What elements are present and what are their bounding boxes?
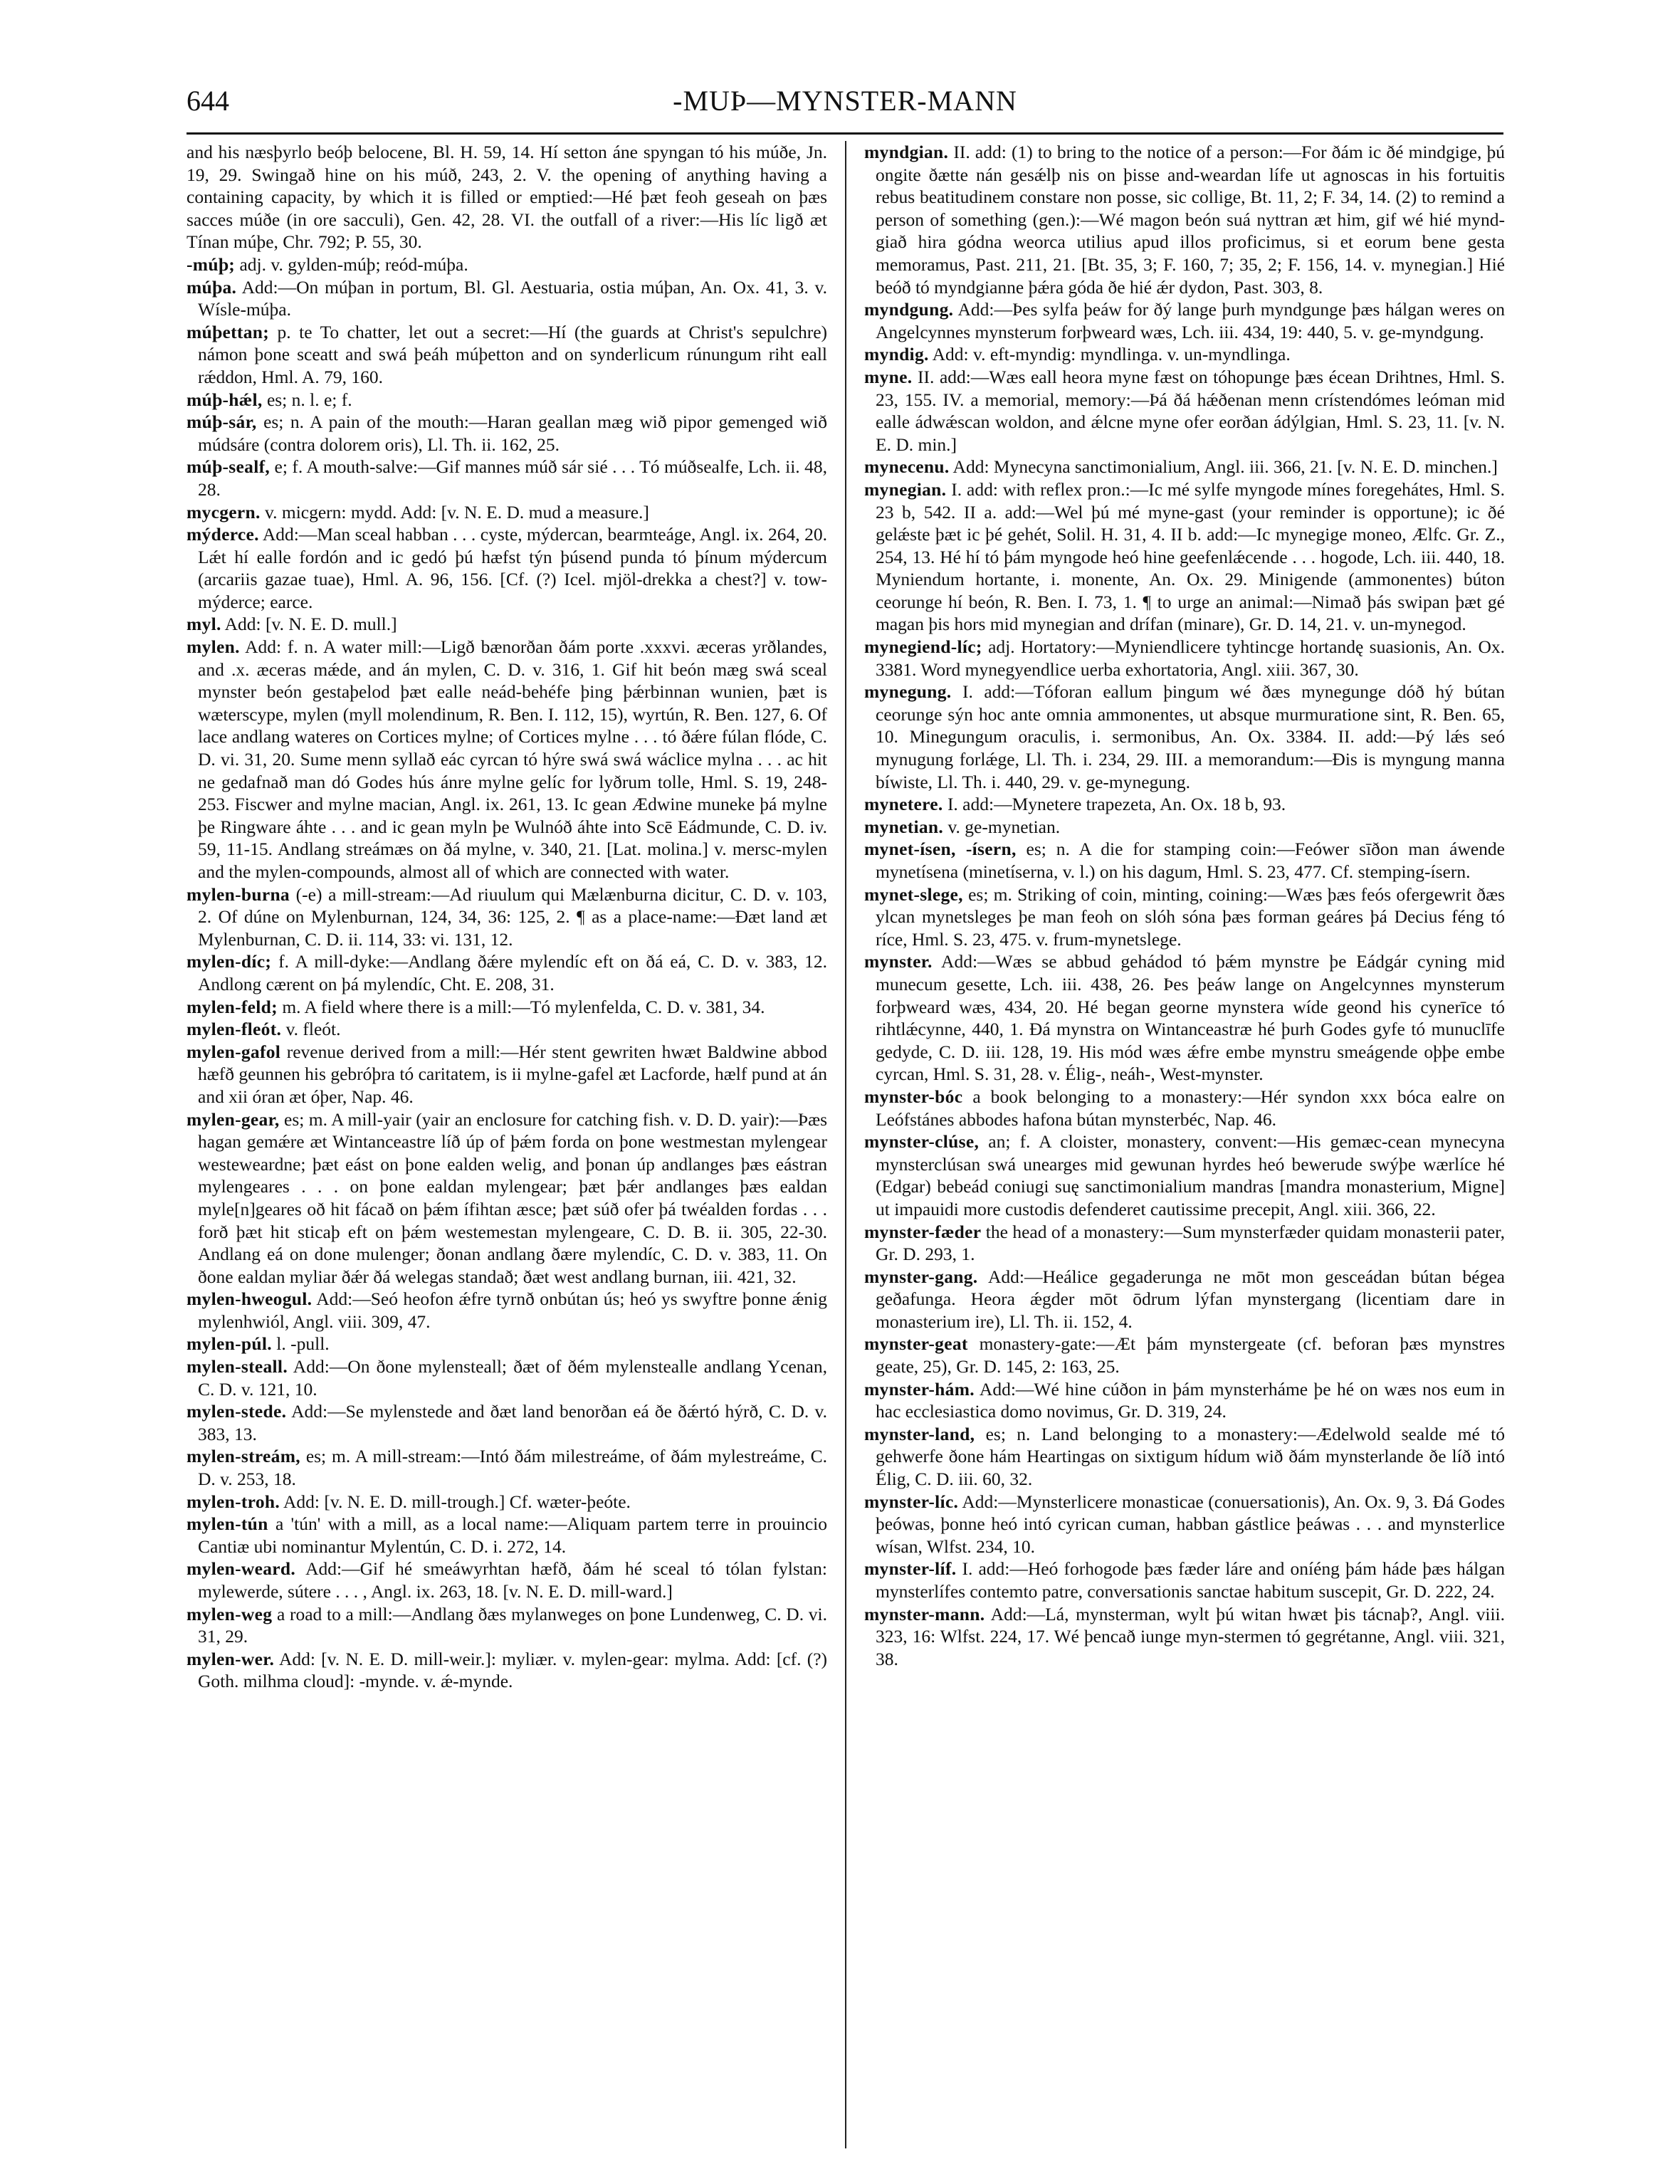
page-header bbox=[187, 84, 1503, 127]
entry-text: Add:—Lá, mynsterman, wylt þú witan hwæt þis tácnaþ?, Angl. viii. 323, 16: Wlfst. 224, 17. Wé þencað iunge myn-stermen tó gegrétanne, Angl. viii. 321, 38. bbox=[876, 1603, 1505, 1669]
entry-headword: mynster-geat bbox=[864, 1333, 968, 1355]
entry-text: Add:—Seó heofon ǽfre tyrnð onbútan ús; heó ys swyftre þonne ǽnig mylenhwiól, Angl. viii. 309, 47. bbox=[198, 1288, 827, 1332]
dictionary-entry bbox=[864, 1130, 1505, 1220]
entry-text: es; n. A die for stamping coin:—Feówer sīðon man áwende mynetísena (minetíserna, v. l.) on his dagum, Hml. S. 23, 477. Cf. stemping-ísern. bbox=[876, 839, 1505, 882]
dictionary-entry bbox=[187, 523, 827, 613]
dictionary-entry bbox=[864, 636, 1505, 681]
dictionary-entry bbox=[187, 276, 827, 321]
dictionary-entry bbox=[187, 1513, 827, 1558]
left-column bbox=[187, 141, 827, 2163]
dictionary-entry bbox=[864, 838, 1505, 883]
entry-headword: mynegung. bbox=[864, 681, 952, 703]
entry-text: a road to a mill:—Andlang ðæs mylanweges on þone Lundenweg, C. D. vi. 31, 29. bbox=[198, 1603, 827, 1647]
dictionary-entry bbox=[187, 1648, 827, 1693]
entry-headword: mynster-clúse, bbox=[864, 1131, 980, 1153]
dictionary-entry bbox=[187, 1400, 827, 1445]
entry-text: and his næsþyrlo beóþ belocene, Bl. H. 59, 14. Hí setton áne spyngan tó his múðe, Jn. 19, 29. Swingað hine on his múð, 243, 2. V. the opening of anything having a containing capacity, by which it is filled or emptied:—Hé þæt feoh geseah on þæs sacces múðe (in ore sacculi), Gen. 42, 28. VI. the outfall of a river:—His líc ligð æt Tínan múþe, Chr. 792; P. 55, 30. bbox=[187, 142, 827, 253]
dictionary-entry bbox=[187, 1603, 827, 1648]
entry-text: v. ge-mynetian. bbox=[947, 816, 1061, 837]
entry-text: Add:—On múþan in portum, Bl. Gl. Aestuaria, ostia múþan, An. Ox. 41, 3. v. Wísle-múþa. bbox=[198, 276, 827, 320]
entry-text: II. add: (1) to bring to the notice of a person:—For ðám ic ðé mindgige, þú ongite ðætte nán gesǽlþ nis on þisse and-weardan lífe ut agnoscas in his fortuitis rebus beatitudinem constare non posse, sic collige, Bt. 11, 2; F. 34, 14. (2) to remind a person of something (gen.):—Wé magon beón suá nyttran æt him, gif wé hié mynd-giað hira gódna weorca utilius apud illos proficimus, si et eorum bene gesta memoramus, Past. 211, 21. [Bt. 35, 3; F. 160, 7; 35, 2; F. 156, 14. v. mynegian.] Hié beóð tó myndgianne þǽra góda ðe hié ǽr dydon, Past. 303, 8. bbox=[876, 142, 1505, 298]
entry-headword: mynster-hám. bbox=[864, 1378, 975, 1400]
dictionary-entry bbox=[187, 141, 827, 253]
entry-headword: mylen-stede. bbox=[187, 1401, 287, 1422]
entry-text: es; n. Land belonging to a monastery:—Ædelwold sealde mé tó gehwerfe ðone hám Heartingas on sixtigum hídum wið ðám mynsterlande ðe líð intó Élig, C. D. iii. 60, 32. bbox=[876, 1423, 1505, 1490]
dictionary-entry bbox=[187, 389, 827, 411]
dictionary-entry bbox=[864, 343, 1505, 366]
entry-headword: myndgung. bbox=[864, 299, 954, 320]
dictionary-entry bbox=[864, 681, 1505, 793]
entry-headword: múþ-sealf, bbox=[187, 456, 271, 478]
entry-headword: mynecenu. bbox=[864, 456, 950, 478]
dictionary-entry bbox=[864, 1378, 1505, 1423]
dictionary-entry bbox=[864, 298, 1505, 343]
dictionary-entry bbox=[864, 793, 1505, 816]
entry-text: I. add:—Heó forhogode þæs fæder láre and oníéng þám háde þæs hálgan mynsterlífes contemto patre, conversationis sanctae habitum suscepit, Gr. D. 222, 24. bbox=[876, 1558, 1505, 1602]
dictionary-entry bbox=[864, 1266, 1505, 1333]
dictionary-entry bbox=[187, 1288, 827, 1333]
entry-text: es; n. A pain of the mouth:—Haran geallan mæg wið pipor gemenged wið múdsáre (contra dolorem oris), Ll. Th. ii. 162, 25. bbox=[198, 411, 827, 455]
entry-text: e; f. A mouth-salve:—Gif mannes múð sár sié . . . Tó múðsealfe, Lch. ii. 48, 28. bbox=[198, 456, 827, 500]
entry-text: Add: f. n. A water mill:—Ligð bænorðan ðám porte .xxxvi. æceras yrðlandes, and .x. æceras mǽde, and án mylen, C. D. v. 316, 1. Gif hit beón mæg swá sceal mynster beón gestaþelod þæt ealle neád-behéfe þing þǽrbinnan wunien, þæt is wæterscype, mylen (myll molendinum, R. Ben. I. 112, 15), wyrtún, R. Ben. 127, 6. Of lace andlang wateres on Cortices mylne; of Cortices mylne . . . tó ðǽre fúlan flóde, C. D. vi. 31, 20. Sume menn syllað eác cyrcan tó hýre swá swá wáclice mylna . . . ac hit ne gedafnað man dó Godes hús ánre mylne gelíc for lyðrum tolle, Hml. S. 19, 248-253. Fiscwer and mylne macian, Angl. ix. 261, 13. Ic gean Ædwine muneke þá mylne þe Ringware áhte . . . and ic gean myln þe Wulnóð áhte into Scē Eádmunde, C. D. iv. 59, 11-15. Andlang streámæs on ðá mylne, v. 340, 21. [Lat. molina.] v. mersc-mylen and the mylen-compounds, almost all of which are connected with water. bbox=[198, 636, 827, 882]
right-column bbox=[864, 141, 1505, 2163]
entry-headword: mynster-fæder bbox=[864, 1221, 982, 1242]
dictionary-entry bbox=[864, 1221, 1505, 1266]
entry-headword: mylen-streám, bbox=[187, 1446, 300, 1467]
entry-headword: mylen-díc; bbox=[187, 951, 272, 972]
entry-headword: -múþ; bbox=[187, 253, 236, 275]
entry-headword: mylen-hweogul. bbox=[187, 1288, 313, 1310]
entry-text: I. add: with reflex pron.:—Ic mé sylfe myngode mínes foregehátes, Hml. S. 23 b, 542. II a. add:—Wel þú mé myne-gast (your reminder is opportune); ic ðé gelǽste þæt ic þé gehét, Solil. H. 31, 4. II b. add:—Ic mynegige moneo, Ælfc. Gr. Z., 254, 13. Hé hí tó þám myngode heó hine geefenlǽcende . . . hogode, Lch. iii. 440, 18. Myniendum hortante, i. monente, An. Ox. 29. Minigende (ammonentes) búton ceorunge hí beón, R. Ben. I. 73, 1. ¶ to urge an animal:—Nimað þás swipan þæt gé magan þis hors mid mynegian and drífan (minare), Gr. D. 14, 21. v. un-mynegod. bbox=[876, 478, 1505, 635]
entry-text: Add:—Man sceal habban . . . cyste, mýdercan, bearmteáge, Angl. ix. 264, 20. Lǽt hí ealle fordón and ic gedó þú hæfst týn þúsend punda tó þínum mýdercum (arcariis gazae tuae), Hml. A. 96, 156. [Cf. (?) Icel. mjöl-drekka a chest?] v. tow-mýderce; earce. bbox=[198, 524, 827, 612]
entry-headword: mynegian. bbox=[864, 478, 947, 500]
dictionary-entry bbox=[187, 950, 827, 995]
dictionary-entry bbox=[187, 1041, 827, 1108]
dictionary-entry bbox=[187, 456, 827, 500]
entry-headword: mylen-púl. bbox=[187, 1333, 272, 1355]
dictionary-entry bbox=[187, 1018, 827, 1041]
dictionary-entry bbox=[864, 1423, 1505, 1491]
entry-headword: múþ-sár, bbox=[187, 411, 257, 433]
entry-text: an; f. A cloister, monastery, convent:—His gemæc-cean mynecyna mynsterclúsan swá unearges mid gewunan hyrdes heó bewerude swýþe wærlíce hé (Edgar) bebeád coniugi suę sanctimonialium mandras [mandra monasterium, Migne] ut impauidi more custodis defenderet cautissime precepit, Angl. xiii. 366, 22. bbox=[876, 1131, 1505, 1219]
dictionary-entry bbox=[187, 1355, 827, 1400]
entry-headword: múþettan; bbox=[187, 321, 270, 342]
dictionary-entry bbox=[187, 1333, 827, 1355]
entry-headword: mylen-fleót. bbox=[187, 1019, 282, 1040]
entry-headword: mylen-weg bbox=[187, 1603, 273, 1624]
entry-text: revenue derived from a mill:—Hér stent gewriten hwæt Baldwine abbod hæfð geunnen his gebróþra tó caritatem, is ii mylne-gafel æt Lacforde, hælf pund at án and xii óran æt óþer, Nap. 46. bbox=[198, 1041, 827, 1107]
entry-headword: mynetere. bbox=[864, 794, 943, 815]
entry-text: adj. v. gylden-múþ; reód-múþa. bbox=[239, 253, 468, 275]
entry-text: Add:—Gif hé smeáwyrhtan hæfð, ðám hé sceal tó tólan fylstan: mylewerde, sútere . . . , Angl. ix. 263, 18. [v. N. E. D. mill-ward.] bbox=[198, 1558, 827, 1602]
dictionary-entry bbox=[864, 883, 1505, 951]
entry-text: p. te To chatter, let out a secret:—Hí (the guards at Christ's sepulchre) námon þone sceatt and swá þeáh múþetton and on synderlicum rúnungum riht eall rǽddon, Hml. A. 79, 160. bbox=[198, 321, 827, 387]
entry-text: II. add:—Wæs eall heora myne fæst on tóhopunge þæs écean Drihtnes, Hml. S. 23, 155. IV. a memorial, memory:—Þá ðá hǽðenan menn crístendómes leóman mid ealle ádwǽscan woldon, and ǽlcne myne ofer eorðan ádýlgian, Hml. S. 23, 11. [v. N. E. D. min.] bbox=[876, 366, 1505, 455]
column-divider bbox=[845, 141, 846, 2148]
entry-text: adj. Hortatory:—Myniendlicere tyhtincge hortandę suasionis, An. Ox. 3381. Word mynegyendlice uerba exhortatoria, Angl. xiii. 367, 30. bbox=[876, 636, 1505, 680]
entry-text: v. fleót. bbox=[285, 1019, 341, 1040]
entry-text: es; m. A mill-yair (yair an enclosure for catching fish. v. D. D. yair):—Þæs hagan gemǽre æt Wintanceastre líð úp of þǽm forda on þone westmestan mylengear westeweardne; þæt eást on þone ealden welig, and þonan úp andlanges þæs eástran mylengeares . . . on þone ealdan mylengear; þæt þǽr andlanges þæs ealdan myle[n]geares oð hit fácað on þǽm ífihtan æsce; þæt súð ofer þá twéalden fordas . . . forð þæt hit sticaþ eft on þǽm westemestan mylengeare, C. D. B. ii. 305, 22-30. Andlang eá on done mulenger; ðonan andlang ðære mylendíc, C. D. v. 383, 11. On ðone ealdan myliar ðǽr ðá welegas standað; ðæt west andlang burnan, iii. 421, 32. bbox=[198, 1108, 827, 1287]
entry-headword: mynster-land, bbox=[864, 1423, 975, 1444]
entry-headword: mylen-tún bbox=[187, 1513, 268, 1535]
entry-text: es; m. Striking of coin, minting, coining:—Wæs þæs feós ofergewrit ðæs ylcan mynetsleges þe man feoh on slóh sóna þæs forman geáres þá Decius féng tó ríce, Hml. S. 23, 475. v. frum-mynetslege. bbox=[876, 883, 1505, 950]
entry-text: I. add:—Mynetere trapezeta, An. Ox. 18 b, 93. bbox=[947, 794, 1286, 815]
entry-headword: mynegiend-líc; bbox=[864, 636, 982, 658]
entry-text: v. micgern: mydd. Add: [v. N. E. D. mud a measure.] bbox=[265, 501, 649, 523]
entry-headword: mynetian. bbox=[864, 816, 944, 837]
dictionary-entry bbox=[187, 501, 827, 524]
entry-text: Add: v. eft-myndig: myndlinga. v. un-myndlinga. bbox=[932, 344, 1291, 365]
entry-headword: mylen-gear, bbox=[187, 1108, 280, 1130]
entry-text: Add:—On ðone mylensteall; ðæt of ðém mylenstealle andlang Ycenan, C. D. v. 121, 10. bbox=[198, 1356, 827, 1400]
dictionary-entry bbox=[187, 411, 827, 456]
dictionary-entry bbox=[864, 1491, 1505, 1558]
entry-headword: mylen-gafol bbox=[187, 1041, 281, 1062]
entry-headword: mynster. bbox=[864, 951, 933, 972]
entry-headword: mynster-líc. bbox=[864, 1491, 959, 1512]
entry-text: Add:—Wé hine cúðon in þám mynsterháme þe hé on wæs nos eum in hac ecclesiastica domo novimus, Gr. D. 319, 24. bbox=[876, 1378, 1505, 1422]
header-rule bbox=[187, 132, 1503, 135]
dictionary-entry bbox=[187, 253, 827, 276]
entry-text: Add: [v. N. E. D. mill-weir.]: myliær. v. mylen-gear: mylma. Add: [cf. (?) Goth. milhma cloud]: -mynde. v. ǽ-mynde. bbox=[198, 1648, 827, 1692]
entry-text: Add:—Se mylenstede and ðæt land benorðan eá ðe ðǽrtó hýrð, C. D. v. 383, 13. bbox=[198, 1401, 827, 1444]
dictionary-entry bbox=[187, 883, 827, 951]
entry-headword: mýderce. bbox=[187, 524, 259, 545]
entry-text: f. A mill-dyke:—Andlang ðǽre mylendíc eft on ðá eá, C. D. v. 383, 12. Andlong cærent on þá mylendíc, Cht. E. 208, 31. bbox=[198, 951, 827, 994]
entry-headword: mycgern. bbox=[187, 501, 261, 523]
entry-headword: múþa. bbox=[187, 276, 237, 298]
entry-headword: mylen-wer. bbox=[187, 1648, 275, 1669]
dictionary-entry bbox=[864, 456, 1505, 478]
entry-text: the head of a monastery:—Sum mynsterfæder quidam monasterii pater, Gr. D. 293, 1. bbox=[876, 1221, 1505, 1265]
entry-headword: mynet-ísen, -ísern, bbox=[864, 839, 1017, 860]
entry-text: monastery-gate:—Æt þám mynstergeate (cf. beforan þæs mynstres geate, 25), Gr. D. 145, 2: 163, 25. bbox=[876, 1333, 1505, 1377]
entry-text: l. -pull. bbox=[276, 1333, 330, 1355]
entry-text: es; m. A mill-stream:—Intó ðám milestreáme, of ðám mylestreáme, C. D. v. 253, 18. bbox=[198, 1446, 827, 1490]
entry-headword: mylen-burna bbox=[187, 883, 290, 905]
entry-text: m. A field where there is a mill:—Tó mylenfelda, C. D. v. 381, 34. bbox=[282, 996, 765, 1017]
entry-text: a book belonging to a monastery:—Hér syndon xxx bóca ealre on Leófstánes abbodes hafona bútan mynsterbéc, Nap. 46. bbox=[876, 1086, 1505, 1130]
dictionary-entry bbox=[187, 996, 827, 1019]
entry-text: a 'tún' with a mill, as a local name:—Aliquam partem terre in prouincio Cantiæ ubi nominantur Mylentún, C. D. i. 272, 14. bbox=[198, 1513, 827, 1557]
dictionary-entry bbox=[864, 141, 1505, 298]
entry-text: es; n. l. e; f. bbox=[266, 389, 352, 410]
entry-headword: myne. bbox=[864, 366, 913, 387]
entry-headword: mynster-gang. bbox=[864, 1266, 978, 1287]
dictionary-entry bbox=[864, 950, 1505, 1086]
dictionary-entry bbox=[187, 1491, 827, 1513]
entry-text: Add:—Mynsterlicere monasticae (conuersationis), An. Ox. 9, 3. Ðá Godes þeówas, þonne heó intó cyrican cuman, habban gástlice þeáwas . . . and mynsterlice wísan, Wlfst. 234, 10. bbox=[876, 1491, 1505, 1557]
dictionary-entry bbox=[864, 366, 1505, 456]
entry-headword: mylen-weard. bbox=[187, 1558, 296, 1580]
dictionary-entry bbox=[864, 1086, 1505, 1130]
entry-text: Add: [v. N. E. D. mull.] bbox=[224, 614, 397, 635]
dictionary-entry bbox=[864, 1603, 1505, 1671]
entry-headword: mynet-slege, bbox=[864, 883, 963, 905]
dictionary-entry bbox=[187, 321, 827, 389]
dictionary-entry bbox=[187, 1108, 827, 1288]
dictionary-entry bbox=[187, 613, 827, 636]
entry-headword: múþ-hǽl, bbox=[187, 389, 263, 410]
dictionary-entry bbox=[864, 1558, 1505, 1602]
entry-headword: mynster-mann. bbox=[864, 1603, 985, 1624]
entry-text: Add:—Þes sylfa þeáw for ðý lange þurh myndgunge þæs hálgan weres on Angelcynnes mynsterum forþweard wæs, Lch. iii. 434, 19: 440, 5. v. ge-myndgung. bbox=[876, 299, 1505, 342]
entry-headword: mynster-líf. bbox=[864, 1558, 957, 1580]
entry-headword: mylen. bbox=[187, 636, 240, 658]
entry-text: I. add:—Tóforan eallum þingum wé ðæs mynegunge dóð hý bútan ceorunge sýn hoc ante omnia ammonentes, ut absque murmuratione sint, R. Ben. 65, 10. Minegungum oraculis, i. sermonibus, An. Ox. 3384. II. add:—Þý lǽs seó mynugung forlǽge, Ll. Th. i. 234, 29. III. a memorandum:—Ðis is myngung manna bíwiste, Ll. Th. i. 440, 29. v. ge-mynegung. bbox=[876, 681, 1505, 792]
dictionary-entry bbox=[187, 1445, 827, 1490]
entry-text: Add: Mynecyna sanctimonialium, Angl. iii. 366, 21. [v. N. E. D. minchen.] bbox=[952, 456, 1498, 478]
entry-headword: mylen-steall. bbox=[187, 1356, 288, 1377]
dictionary-entry bbox=[187, 1558, 827, 1602]
dictionary-entry bbox=[187, 636, 827, 883]
entry-text: Add:—Wæs se abbud gehádod tó þǽm mynstre þe Eádgár cyning mid munecum gesette, Lch. iii. 438, 26. Þes þeáw lange on Angelcynnes mynsterum forþweard wæs, 434, 20. Hé began georne mynstera wíde geond his cynerīce tó rihtlǽcynne, 440, 1. Ðá mynstra on Wintanceastræ hé þurh Godes gyfe tó munuclīfe gedyde, C. D. iii. 128, 19. His mód wæs ǽfre embe mynstru smeágende oþþe embe cyrcan, Hml. S. 31, 28. v. Élig-, neáh-, West-mynster. bbox=[876, 951, 1505, 1085]
entry-headword: myl. bbox=[187, 614, 221, 635]
running-head: -MUÞ—MYNSTER-MANN bbox=[673, 85, 1017, 117]
entry-text: Add:—Heálice gegaderunga ne mōt mon gesceádan bútan bégea geðafunga. Heora ǽgder mōt ōdrum lýfan mynstergang (licentiam dare in monasterium ire), Ll. Th. ii. 152, 4. bbox=[876, 1266, 1505, 1332]
entry-headword: myndgian. bbox=[864, 142, 949, 162]
entry-headword: mylen-troh. bbox=[187, 1491, 280, 1512]
entry-headword: myndig. bbox=[864, 344, 929, 365]
entry-headword: mynster-bóc bbox=[864, 1086, 963, 1107]
entry-headword: mylen-feld; bbox=[187, 996, 278, 1017]
page-number: 644 bbox=[187, 85, 229, 117]
dictionary-entry bbox=[864, 478, 1505, 636]
dictionary-entry bbox=[864, 1333, 1505, 1377]
dictionary-entry bbox=[864, 816, 1505, 839]
entry-text: (-e) a mill-stream:—Ad riuulum qui Mælænburna dicitur, C. D. v. 103, 2. Of dúne on Mylenburnan, 124, 34, 36: 125, 2. ¶ as a place-name:—Ðæt land æt Mylenburnan, C. D. ii. 114, 33: vi. 131, 12. bbox=[198, 883, 827, 950]
entry-text: Add: [v. N. E. D. mill-trough.] Cf. wæter-þeóte. bbox=[283, 1491, 631, 1512]
